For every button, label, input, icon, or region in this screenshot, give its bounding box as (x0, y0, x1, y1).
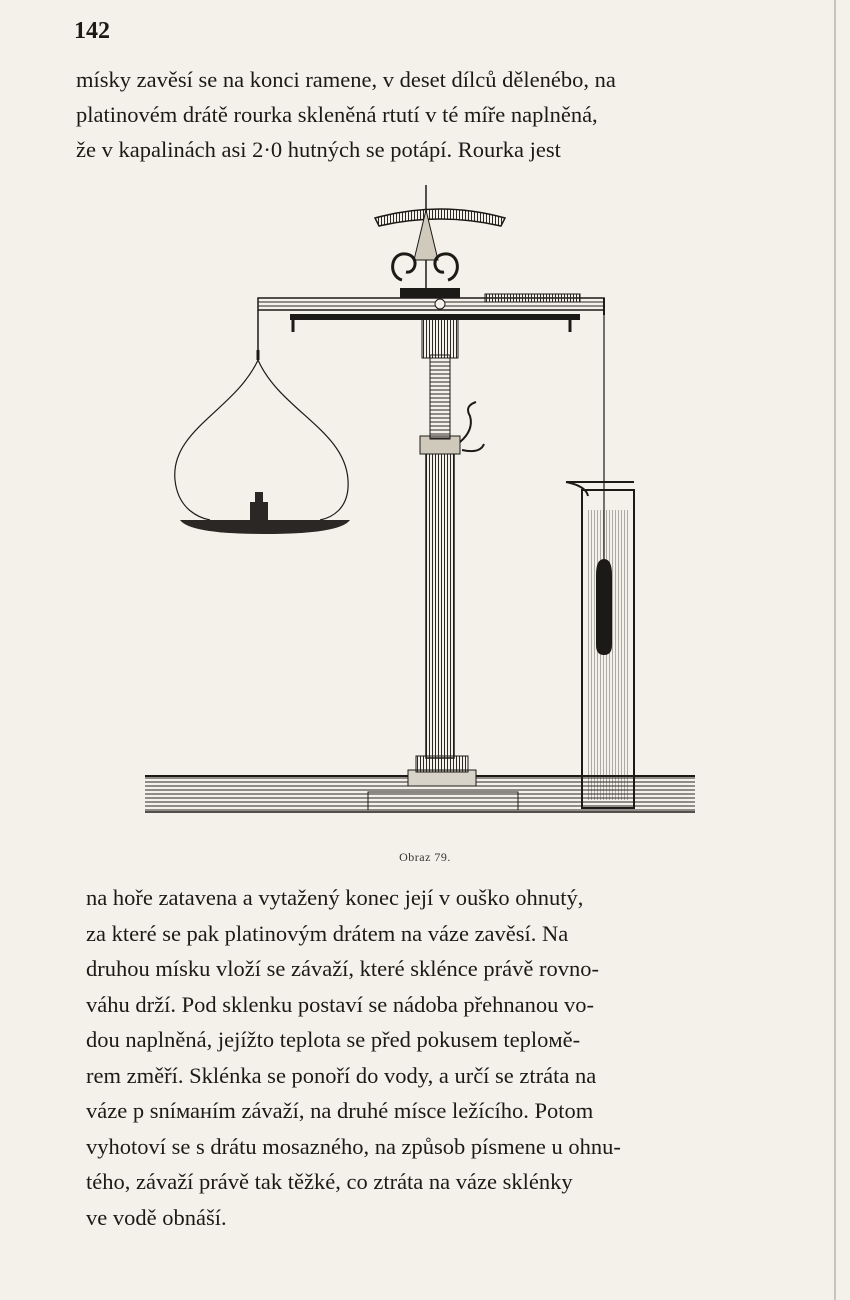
text-line: ve vodě obnáší. (86, 1204, 227, 1230)
stand-column (426, 452, 454, 758)
text-line: že v kapalinách asi 2·0 hutných se potápí. Rourka jest (76, 137, 561, 162)
text-line: druhou mísku vloží se závaží, které sklénce právě rovno- (86, 956, 599, 981)
balance-illustration (140, 180, 700, 840)
page-number: 142 (74, 18, 110, 44)
text-line: tého, závaží právě tak těžké, co ztráta na váze sklénky (86, 1169, 573, 1194)
weighing-pan (180, 520, 350, 534)
text-line: váze p sníманím závaží, na druhé mísce ležícího. Potom (86, 1098, 594, 1123)
text-line: váhu drží. Pod sklenku postaví se nádoba přehnanou vo- (86, 991, 595, 1017)
text-line: dou naplněná, jejížto teplota se před pokusem teploмě- (86, 1027, 581, 1052)
paragraph-bottom (86, 880, 752, 1235)
text-line: rem změří. Sklénka se ponoří do vody, a určí se ztráta na (86, 1062, 597, 1088)
figure-caption: Obraz 79. (399, 850, 451, 864)
text-line: na hoře zatavena a vytažený konec její v ouško ohnutý, (86, 885, 584, 910)
weight (250, 502, 268, 522)
stand-base (368, 792, 518, 810)
page-edge (834, 0, 836, 1300)
paragraph-top (76, 62, 756, 167)
text-line: vyhotoví se s drátu mosazného, na způsob písmene u ohnu- (86, 1133, 621, 1159)
text-line: za které se pak platinovým drátem na váze zavěsí. Na (86, 920, 569, 946)
text-line: mísky zavěsí se na konci ramene, v deset dílců dělenébo, na (76, 67, 616, 92)
glass-tube (596, 559, 612, 655)
text-line: platinovém drátě rourka skleněná rtutí v té míře naplněná, (76, 102, 598, 127)
pointer-scale (375, 209, 505, 226)
